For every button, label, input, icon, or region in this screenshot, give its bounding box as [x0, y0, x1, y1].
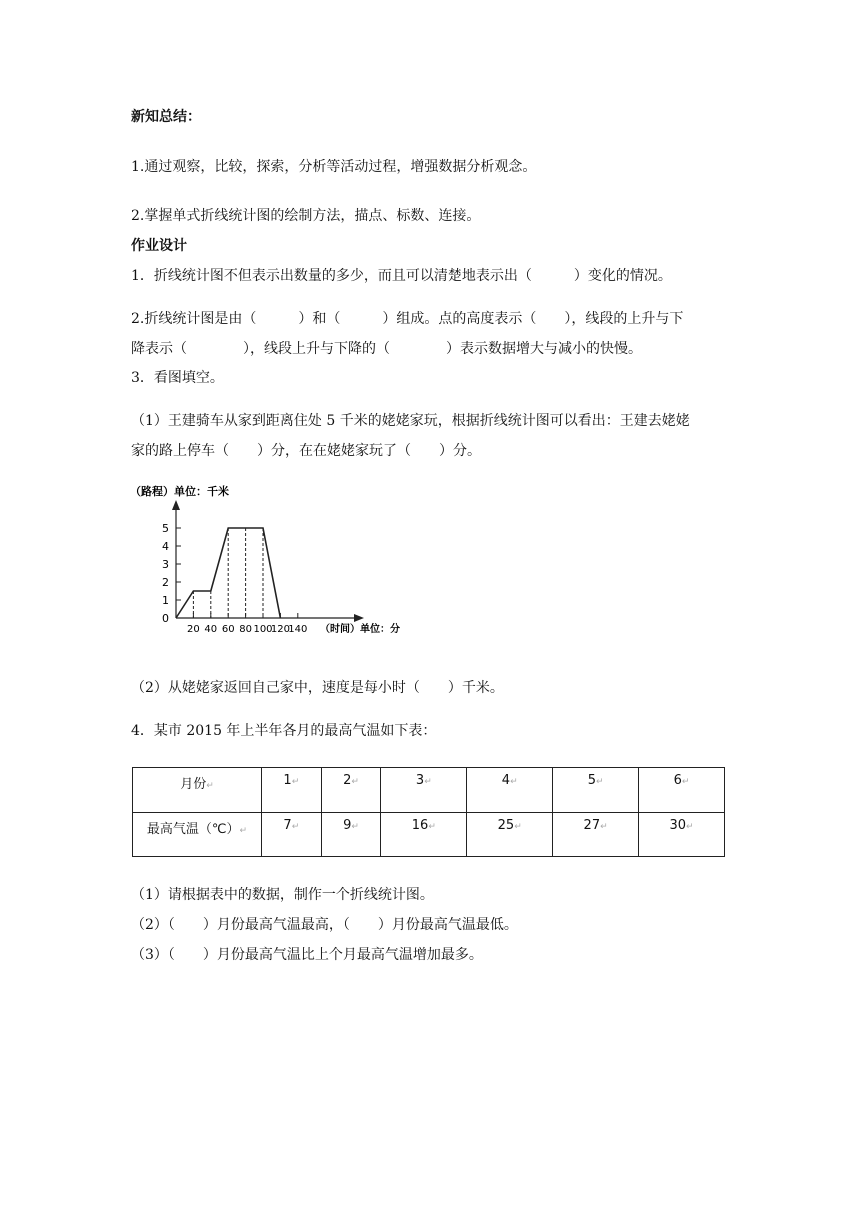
- table-row: [133, 768, 725, 813]
- question-3-2: （2）从姥姥家返回自己家中，速度是每小时（ ）千米。: [131, 680, 504, 696]
- table-cell: 16↵: [381, 812, 467, 857]
- chart-y-tick-label: 5: [162, 522, 169, 535]
- chart-y-tick-label: 4: [162, 540, 169, 553]
- table-cell: 5↵: [553, 768, 639, 813]
- table-cell: 1↵: [262, 768, 322, 813]
- temperature-value: 9: [343, 817, 352, 833]
- temperature-value: 25: [497, 817, 515, 833]
- temperature-value: 16: [411, 817, 429, 833]
- month-value: 3: [415, 773, 425, 788]
- temperature-value: 30: [669, 817, 687, 833]
- question-3-1-line-2: 家的路上停车（ ）分，在在姥姥家玩了（ ）分。: [131, 443, 481, 459]
- chart-x-tick-label: 120: [270, 624, 290, 635]
- question-4-2: （2）（ ）月份最高气温最高，（ ）月份最高气温最低。: [131, 917, 518, 933]
- chart-x-tick-label: 100: [253, 624, 273, 635]
- question-2-line-1: 2.折线统计图是由（ ）和（ ）组成。点的高度表示（ ），线段的上升与下: [131, 311, 684, 327]
- summary-item-1: 1.通过观察，比较，探索，分析等活动过程，增强数据分析观念。: [131, 159, 537, 175]
- month-value: 4: [501, 773, 511, 788]
- month-value: 5: [587, 773, 596, 788]
- temperature-value: 27: [583, 817, 601, 833]
- table-cell: 30↵: [639, 812, 725, 857]
- question-4-1: （1）请根据表中的数据，制作一个折线统计图。: [131, 887, 434, 903]
- table-header-cell: 最高气温（℃）↵: [133, 812, 262, 857]
- month-value: 1: [283, 773, 292, 788]
- distance-time-line-chart: [128, 482, 418, 642]
- chart-x-tick-label: 40: [204, 624, 218, 635]
- table-cell: 3↵: [381, 768, 467, 813]
- chart-x-tick-label: 140: [288, 624, 308, 635]
- table-cell: 4↵: [467, 768, 553, 813]
- chart-x-axis-label: （时间）单位：分: [320, 624, 400, 635]
- table-cell: 27↵: [553, 812, 639, 857]
- chart-y-axis-label: （路程）单位：千米: [130, 485, 229, 498]
- homework-heading: 作业设计: [131, 238, 187, 254]
- question-4-3: （3）（ ）月份最高气温比上个月最高气温增加最多。: [131, 947, 483, 963]
- table-cell: 2↵: [321, 768, 381, 813]
- summary-heading: 新知总结：: [131, 109, 201, 125]
- temperature-row-label: 最高气温（℃）: [146, 821, 240, 837]
- question-4: 4．某市 2015 年上半年各月的最高气温如下表：: [131, 723, 437, 739]
- table-cell: 6↵: [639, 768, 725, 813]
- question-3-1-line-1: （1）王建骑车从家到距离住处 5 千米的姥姥家玩，根据折线统计图可以看出：王建去姥姥: [131, 413, 690, 429]
- question-1: 1．折线统计图不但表示出数量的多少，而且可以清楚地表示出（ ）变化的情况。: [131, 268, 672, 284]
- table-cell: 25↵: [467, 812, 553, 857]
- chart-y-tick-label: 3: [162, 558, 169, 571]
- chart-x-tick-label: 60: [221, 624, 235, 635]
- month-value: 6: [673, 773, 682, 788]
- question-3: 3．看图填空。: [131, 370, 224, 386]
- chart-y-tick-label: 2: [162, 576, 169, 589]
- table-row: [133, 812, 725, 857]
- question-2-line-2: 降表示（ ），线段上升与下降的（ ）表示数据增大与减小的快慢。: [131, 341, 642, 357]
- table-cell: 9↵: [321, 812, 381, 857]
- chart-y-axis-arrow: [172, 500, 180, 510]
- chart-x-tick-label: 80: [239, 624, 252, 635]
- chart-x-axis-arrow: [354, 614, 364, 622]
- chart-y-tick-label: 0: [162, 612, 169, 625]
- month-value: 2: [343, 773, 352, 788]
- chart-y-tick-label: 1: [162, 594, 169, 607]
- temperature-value: 7: [283, 817, 292, 833]
- summary-item-2: 2.掌握单式折线统计图的绘制方法，描点、标数、连接。: [131, 208, 481, 224]
- temperature-table: [132, 767, 725, 857]
- month-row-label: 月份: [180, 777, 207, 792]
- table-header-cell: 月份↵: [133, 768, 262, 813]
- table-cell: 7↵: [262, 812, 322, 857]
- chart-x-tick-label: 20: [187, 624, 200, 635]
